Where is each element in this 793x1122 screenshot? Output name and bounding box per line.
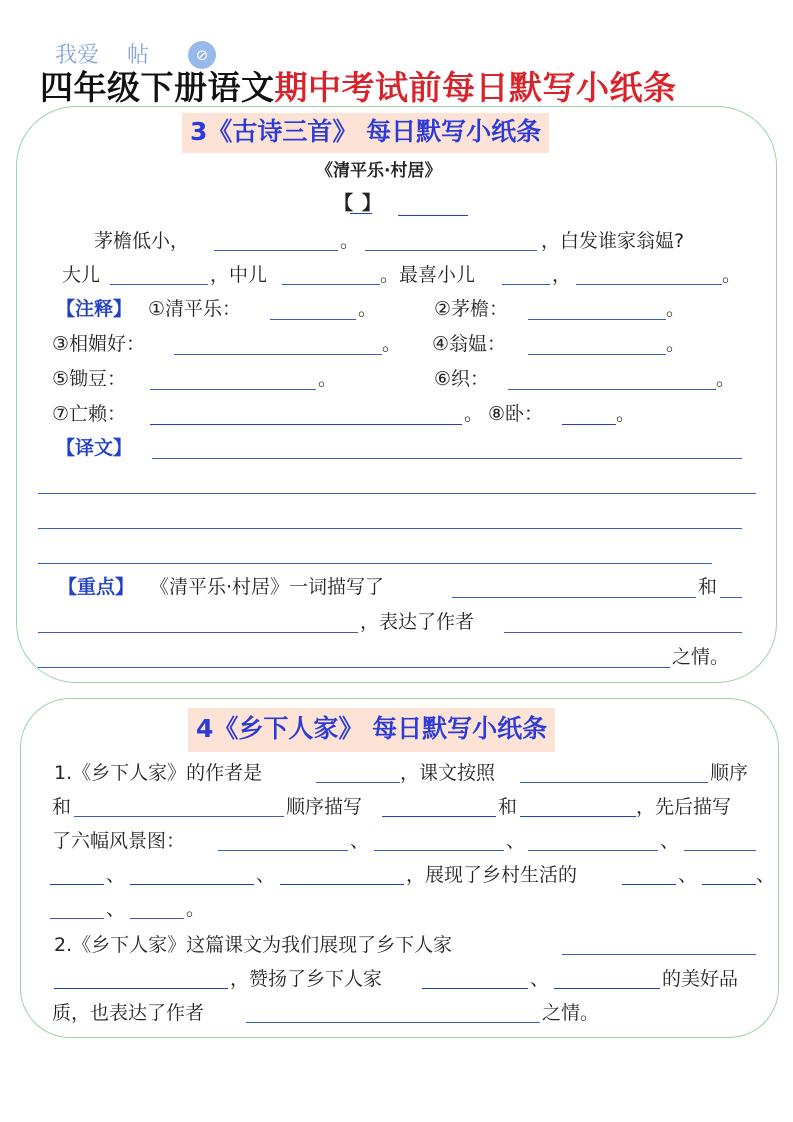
focus-blank-5[interactable]: [38, 667, 670, 668]
q1-scene-blank-4[interactable]: [684, 850, 756, 851]
translation-line-2[interactable]: [38, 493, 756, 494]
q2-text-1: 2.《乡下人家》这篇课文为我们展现了乡下人家: [54, 934, 453, 956]
note-8-blank[interactable]: [562, 424, 616, 425]
q1-text-2: ，课文按照: [400, 762, 496, 784]
q1-sep-2: 、: [506, 830, 526, 852]
q1-scene-blank-5[interactable]: [50, 884, 104, 885]
q1-scene-blank-6[interactable]: [130, 884, 254, 885]
note-8-period: 。: [616, 403, 636, 425]
q1-sep-7: 、: [756, 864, 776, 886]
q1-sep-1: 、: [350, 830, 370, 852]
poem-blank-1[interactable]: [214, 250, 338, 251]
note-6-period: 。: [716, 368, 736, 390]
q1-text-5: 顺序描写: [286, 796, 363, 818]
note-3-label: ③相媚好：: [52, 333, 146, 355]
q1-life-blank-2[interactable]: [702, 884, 756, 885]
poem-blank-5[interactable]: [502, 284, 550, 285]
focus-blank-2[interactable]: [720, 597, 742, 598]
q1-scene-blank-1[interactable]: [218, 850, 348, 851]
note-5-period: 。: [318, 368, 338, 390]
q2-text-4: 的美好品: [662, 968, 739, 990]
q1-scene-blank-3[interactable]: [528, 850, 658, 851]
note-3-period: 。: [382, 333, 402, 355]
poem-line1-period: 。: [340, 230, 360, 252]
translation-line-1[interactable]: [152, 458, 742, 459]
page-title: 四年级下册语文期中考试前每日默写小纸条: [40, 68, 677, 107]
poem-line1-end: ，白发谁家翁媪?: [541, 230, 685, 252]
note-5-label: ⑤锄豆：: [52, 368, 127, 390]
watermark-text: 我爱 帖: [55, 43, 150, 68]
q1-blank-order-1[interactable]: [520, 782, 708, 783]
notes-tag: 【注释】: [56, 298, 133, 320]
q2-blank-1[interactable]: [562, 954, 756, 955]
q1-blank-author[interactable]: [316, 782, 400, 783]
q1-sep-4: 、: [106, 864, 126, 886]
q1-scene-blank-2[interactable]: [374, 850, 504, 851]
q1-sep-6: 、: [678, 864, 698, 886]
poem-line2-comma: ，: [552, 264, 572, 286]
poem-line2-end: 。: [722, 264, 742, 286]
watermark-logo-icon: ⊘: [188, 41, 216, 69]
q2-text-2: ，赞扬了乡下人家: [230, 968, 383, 990]
note-7-blank[interactable]: [150, 424, 462, 425]
q1-text-3: 顺序: [710, 762, 749, 784]
section4-heading: 4《乡下人家》 每日默写小纸条: [188, 708, 555, 752]
focus-text-1: 《清平乐·村居》一词描写了: [150, 576, 385, 598]
q2-text-3: 、: [530, 968, 550, 990]
note-2-period: 。: [666, 298, 686, 320]
q2-blank-4[interactable]: [554, 988, 660, 989]
q1-sep-3: 、: [660, 830, 680, 852]
focus-blank-4[interactable]: [504, 632, 742, 633]
note-4-blank[interactable]: [528, 354, 666, 355]
note-3-blank[interactable]: [174, 354, 382, 355]
q1-life-blank-3[interactable]: [50, 918, 104, 919]
q2-blank-3[interactable]: [422, 988, 528, 989]
poem-line2-start: 大儿: [62, 264, 101, 286]
q2-text-5: 质，也表达了作者: [52, 1002, 205, 1024]
note-7-label: ⑦亡赖：: [52, 403, 127, 425]
q1-scene-blank-7[interactable]: [280, 884, 404, 885]
note-7-period: 。: [464, 403, 484, 425]
note-1-label: ①清平乐：: [148, 298, 242, 320]
section3-heading: 3《古诗三首》 每日默写小纸条: [182, 113, 549, 153]
note-1-blank[interactable]: [270, 319, 356, 320]
poem-blank-3[interactable]: [110, 284, 208, 285]
note-6-label: ⑥织：: [434, 368, 490, 390]
q1-text-7: ，先后描写: [636, 796, 732, 818]
note-8-label: ⑧卧：: [488, 403, 544, 425]
note-4-label: ④翁媪：: [432, 333, 507, 355]
note-2-blank[interactable]: [528, 319, 666, 320]
focus-text-3: ，表达了作者: [360, 611, 475, 633]
author-bracket-open: 【: [334, 192, 354, 214]
q1-life-blank-4[interactable]: [130, 918, 184, 919]
q1-end: 。: [186, 898, 206, 920]
dynasty-blank[interactable]: [398, 215, 468, 216]
note-2-label: ②茅檐：: [434, 298, 509, 320]
translation-line-4[interactable]: [38, 563, 712, 564]
poem-line1-start: 茅檐低小，: [94, 230, 190, 252]
note-4-period: 。: [666, 333, 686, 355]
note-6-blank[interactable]: [508, 389, 716, 390]
q1-blank-order-2[interactable]: [74, 816, 284, 817]
q1-text-9: ，展现了乡村生活的: [406, 864, 578, 886]
q2-blank-5[interactable]: [246, 1022, 540, 1023]
q1-life-blank-1[interactable]: [622, 884, 676, 885]
q1-blank-desc-1[interactable]: [382, 816, 496, 817]
poem-line2-mid1: ，中儿: [210, 264, 268, 286]
poem-blank-6[interactable]: [576, 284, 722, 285]
poem-blank-2[interactable]: [365, 250, 537, 251]
translation-tag: 【译文】: [56, 437, 133, 459]
focus-blank-3[interactable]: [38, 632, 358, 633]
poem-line2-mid2: 。最喜小儿: [380, 264, 476, 286]
note-1-period: 。: [358, 298, 378, 320]
q1-text-4: 和: [52, 796, 72, 818]
q1-text-8: 了六幅风景图：: [52, 830, 186, 852]
author-bracket-close: 】: [362, 192, 382, 214]
q1-text-6: 和: [498, 796, 518, 818]
focus-text-4: 之情。: [672, 646, 730, 668]
q1-sep-5: 、: [256, 864, 276, 886]
note-5-blank[interactable]: [150, 389, 316, 390]
poem-title: 《清平乐·村居》: [316, 161, 442, 181]
focus-tag: 【重点】: [58, 576, 135, 598]
poem-blank-4[interactable]: [282, 284, 380, 285]
q2-blank-2[interactable]: [54, 988, 228, 989]
q1-sep-8: 、: [106, 898, 126, 920]
q1-blank-desc-2[interactable]: [520, 816, 636, 817]
focus-text-2: 和: [698, 576, 718, 598]
q2-text-6: 之情。: [542, 1002, 600, 1024]
focus-blank-1[interactable]: [452, 597, 696, 598]
q1-text-1: 1.《乡下人家》的作者是: [54, 762, 263, 784]
translation-line-3[interactable]: [38, 528, 742, 529]
